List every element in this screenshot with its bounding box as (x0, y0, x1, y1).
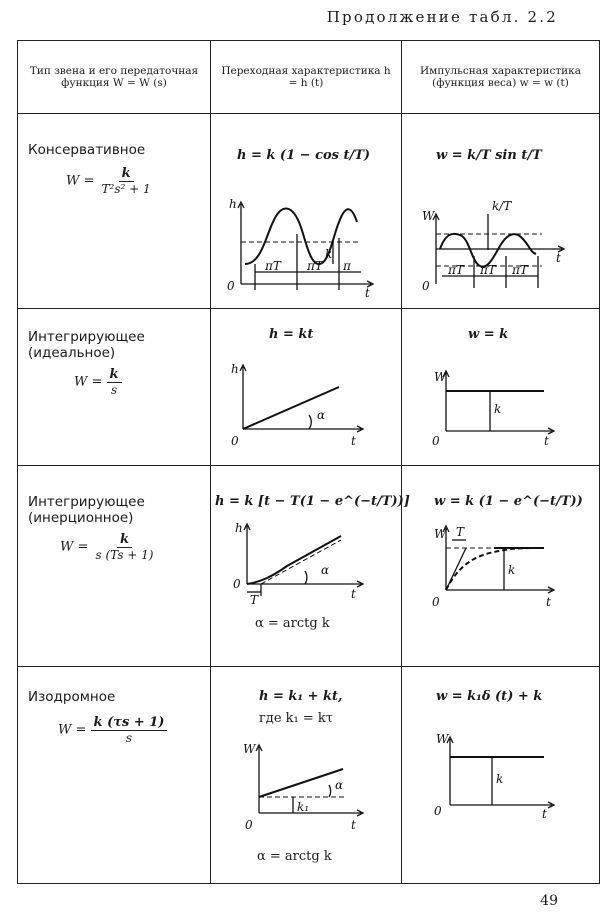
svg-text:πT: πT (480, 263, 496, 277)
header-col1: Тип звена и его передаточная функция W = W (s) (18, 41, 211, 114)
step-response-plot (221, 357, 381, 457)
svg-text:W: W (434, 370, 447, 384)
svg-text:0: 0 (227, 279, 235, 293)
impulse-response-plot (412, 194, 572, 304)
impulse-response-formula: w = k (468, 327, 509, 342)
angle-note: α = arctg k (255, 616, 330, 631)
svg-text:h: h (229, 197, 237, 211)
svg-text:t: t (556, 251, 561, 265)
svg-text:t: t (544, 434, 549, 448)
impulse-response-formula: w = k/T sin t/T (436, 148, 542, 163)
table-caption: Продолжение табл. 2.2 (326, 8, 558, 26)
svg-text:t: t (351, 434, 356, 448)
impulse-response-formula: w = k₁δ (t) + k (436, 689, 543, 704)
header-col2: Переходная характеристика h = h (t) (211, 41, 402, 114)
header-col3: Импульсная характеристика (функция веса) w = w (t) (402, 41, 600, 114)
transfer-function: W = $\frac{k}{\text{T²s² + 1}}$ (66, 166, 151, 196)
svg-text:k: k (508, 563, 516, 577)
svg-text:W: W (243, 742, 256, 756)
table-row (18, 309, 600, 466)
transfer-function: W = $\frac{k (\tau s + 1)}{s}$ (58, 715, 167, 745)
svg-text:T: T (456, 525, 465, 539)
svg-text:t: t (351, 587, 356, 601)
step-response-formula: h = k (1 − cos t/T) (237, 148, 371, 163)
svg-text:πT: πT (307, 259, 323, 273)
impulse-response-plot (412, 357, 572, 457)
svg-text:k: k (325, 247, 333, 261)
step-response-plot (221, 737, 381, 837)
svg-text:πT: πT (512, 263, 528, 277)
transfer-function: W = $\frac{k}{s}$ (74, 367, 122, 397)
step-response-formula: h = k [t − T(1 − e^(−t/T))] (215, 494, 410, 509)
svg-text:0: 0 (422, 279, 430, 293)
svg-text:α: α (335, 778, 344, 792)
svg-text:h: h (235, 521, 243, 535)
step-response-formula: h = k₁ + kt, (259, 689, 343, 704)
svg-text:h: h (231, 362, 239, 376)
svg-text:W: W (434, 527, 447, 541)
table-row (18, 114, 600, 309)
svg-text:α: α (317, 408, 326, 422)
step-response-plot (221, 518, 381, 608)
table-row (18, 667, 600, 884)
svg-text:0: 0 (233, 577, 241, 591)
step-response-formula: h = kt (269, 327, 314, 342)
impulse-response-formula: w = k (1 − e^(−t/T)) (434, 494, 583, 509)
link-type-name: Интегрирующее (инерционное) (28, 494, 145, 526)
transfer-function: W = $\frac{k}{s (Ts + 1)}$ (60, 532, 154, 562)
transfer-function-table (17, 40, 600, 884)
svg-text:πT: πT (265, 259, 281, 273)
page-number: 49 (540, 893, 558, 909)
link-type-name: Изодромное (28, 689, 116, 705)
svg-text:t: t (542, 807, 547, 821)
svg-text:0: 0 (432, 434, 440, 448)
impulse-response-plot (412, 518, 572, 608)
svg-text:0: 0 (434, 804, 442, 818)
table-row (18, 466, 600, 667)
svg-text:W: W (422, 209, 435, 223)
svg-text:0: 0 (432, 595, 440, 609)
svg-text:α: α (321, 563, 330, 577)
svg-text:t: t (546, 595, 551, 609)
svg-text:T: T (250, 593, 259, 607)
svg-text:W: W (436, 732, 449, 746)
angle-note: α = arctg k (257, 849, 332, 864)
step-response-condition: где k₁ = kτ (259, 711, 333, 726)
link-type-name: Интегрирующее (идеальное) (28, 329, 145, 361)
svg-text:πT: πT (448, 263, 464, 277)
svg-text:π: π (343, 259, 351, 273)
link-type-name: Консервативное (28, 142, 146, 158)
svg-text:k: k (496, 772, 504, 786)
step-response-plot (221, 194, 381, 304)
svg-text:0: 0 (231, 434, 239, 448)
svg-text:t: t (365, 286, 370, 300)
impulse-response-plot (412, 719, 572, 819)
svg-text:k/T: k/T (492, 199, 512, 213)
svg-text:0: 0 (245, 818, 253, 832)
svg-text:t: t (351, 818, 356, 832)
svg-text:k₁: k₁ (297, 800, 310, 814)
svg-text:k: k (494, 402, 502, 416)
